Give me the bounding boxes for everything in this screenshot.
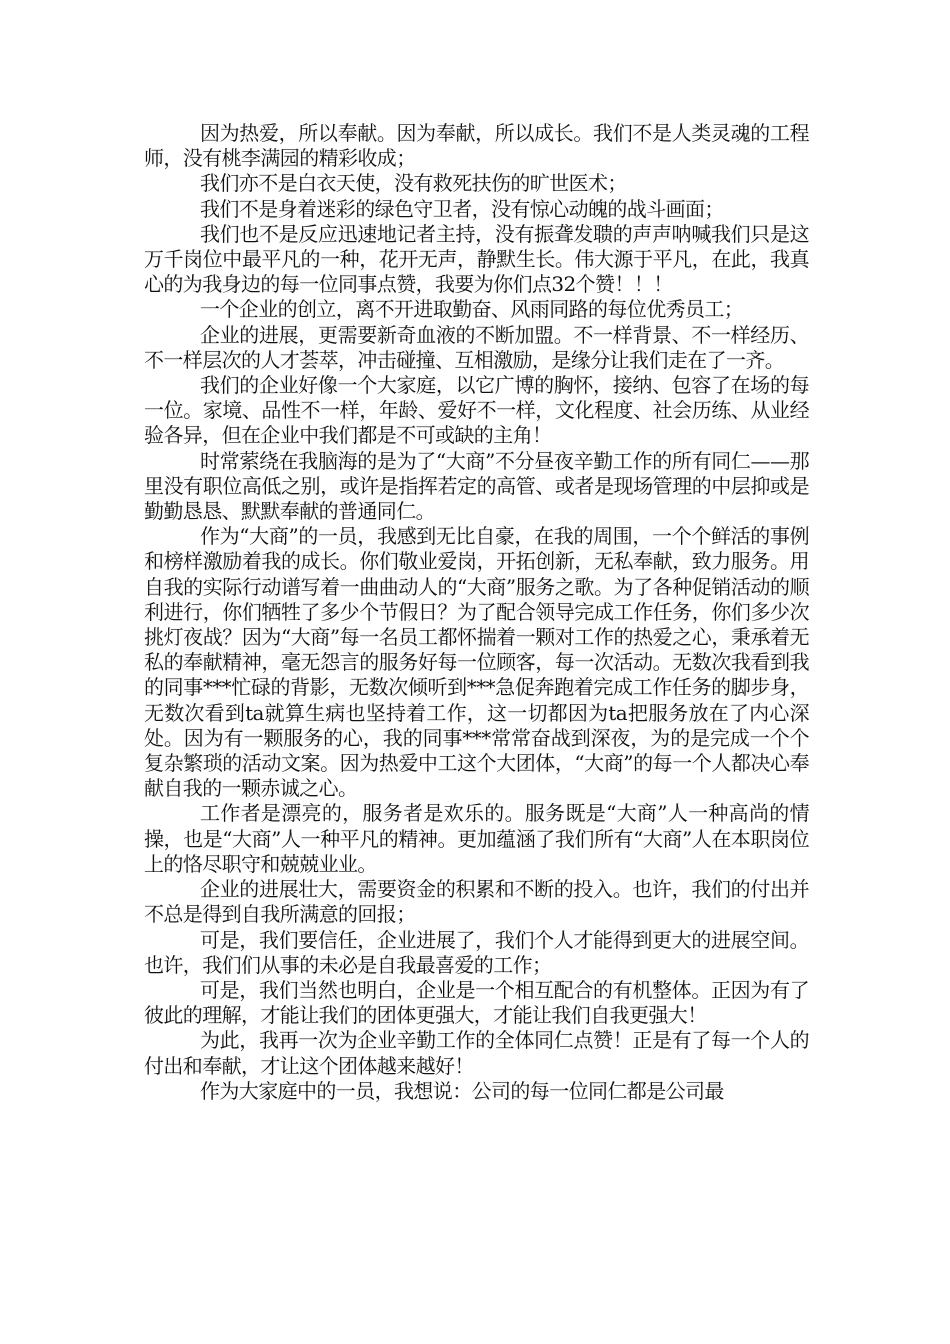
paragraph: 企业的进展，更需要新奇血液的不断加盟。不一样背景、不一样经历、不一样层次的人才荟萃，冲击碰撞、互相激励，是缘分让我们走在了一齐。 [144,322,809,372]
paragraph: 我们也不是反应迅速地记者主持，没有振聋发聩的声声呐喊我们只是这万千岗位中最平凡的一种，花开无声，静默生长。伟大源于平凡，在此，我真心的为我身边的每一位同事点赞，我要为你们点32个赞！！！ [144,221,809,297]
paragraph: 可是，我们当然也明白，企业是一个相互配合的有机整体。正因为有了彼此的理解，才能让我们的团体更强大，才能让我们自我更强大！ [144,977,809,1028]
paragraph: 我们不是身着迷彩的绿色守卫者，没有惊心动魄的战斗画面； [200,196,724,221]
body-text [144,121,809,1104]
paragraph: 作为大家庭中的一员，我想说：公司的每一位同仁都是公司最 [200,1078,724,1103]
paragraph: 因为热爱，所以奉献。因为奉献，所以成长。我们不是人类灵魂的工程师，没有桃李满园的精彩收成； [144,121,809,171]
paragraph: 企业的进展壮大，需要资金的积累和不断的投入。也许，我们的付出并不总是得到自我所满意的回报； [144,877,809,927]
paragraph: 一个企业的创立，离不开进取勤奋、风雨同路的每位优秀员工； [200,297,744,322]
paragraph: 我们的企业好像一个大家庭，以它广博的胸怀，接纳、包容了在场的每一位。家境、品性不一样，年龄、爱好不一样，文化程度、社会历练、从业经验各异，但在企业中我们都是不可或缺的主角！ [144,373,809,448]
paragraph: 时常萦绕在我脑海的是为了“大商”不分昼夜辛勤工作的所有同仁——那里没有职位高低之别，或许是指挥若定的高管、或者是现场管理的中层抑或是勤勤恳恳、默默奉献的普通同仁。 [144,448,809,524]
paragraph: 作为“大商”的一员，我感到无比自豪，在我的周围，一个个鲜活的事例和榜样激励着我的成长。你们敬业爱岗，开拓创新，无私奉献，致力服务。用自我的实际行动谱写着一曲曲动人的“大商”服务之歌。为了各种促销活动的顺利进行，你们牺牲了多少个节假日？为了配合领导完成工作任务，你们多少次挑灯夜战？因为“大商”每一名员工都怀揣着一颗对工作的热爱之心，秉承着无私的奉献精神，毫无怨言的服务好每一位顾客，每一次活动。无数次我看到我的同事***忙碌的背影，无数次倾听到***急促奔跑着完成工作任务的脚步身，无数次看到ta就算生病也坚持着工作，这一切都因为ta把服务放在了内心深处。因为有一颗服务的心，我的同事***常常奋战到深夜，为的是完成一个个复杂繁琐的活动文案。因为热爱中工这个大团体，“大商”的每一个人都决心奉献自我的一颗赤诚之心。 [144,524,809,801]
paragraph: 为此，我再一次为企业辛勤工作的全体同仁点赞！正是有了每一个人的付出和奉献，才让这个团体越来越好！ [144,1028,809,1078]
paragraph: 可是，我们要信任，企业进展了，我们个人才能得到更大的进展空间。也许，我们们从事的未必是自我最喜爱的工作； [144,927,809,977]
paragraph: 我们亦不是白衣天使，没有救死扶伤的旷世医术； [200,171,627,196]
paragraph: 工作者是漂亮的，服务者是欢乐的。服务既是“大商”人一种高尚的情操，也是“大商”人一种平凡的精神。更加蕴涵了我们所有“大商”人在本职岗位上的恪尽职守和兢兢业业。 [144,801,809,876]
